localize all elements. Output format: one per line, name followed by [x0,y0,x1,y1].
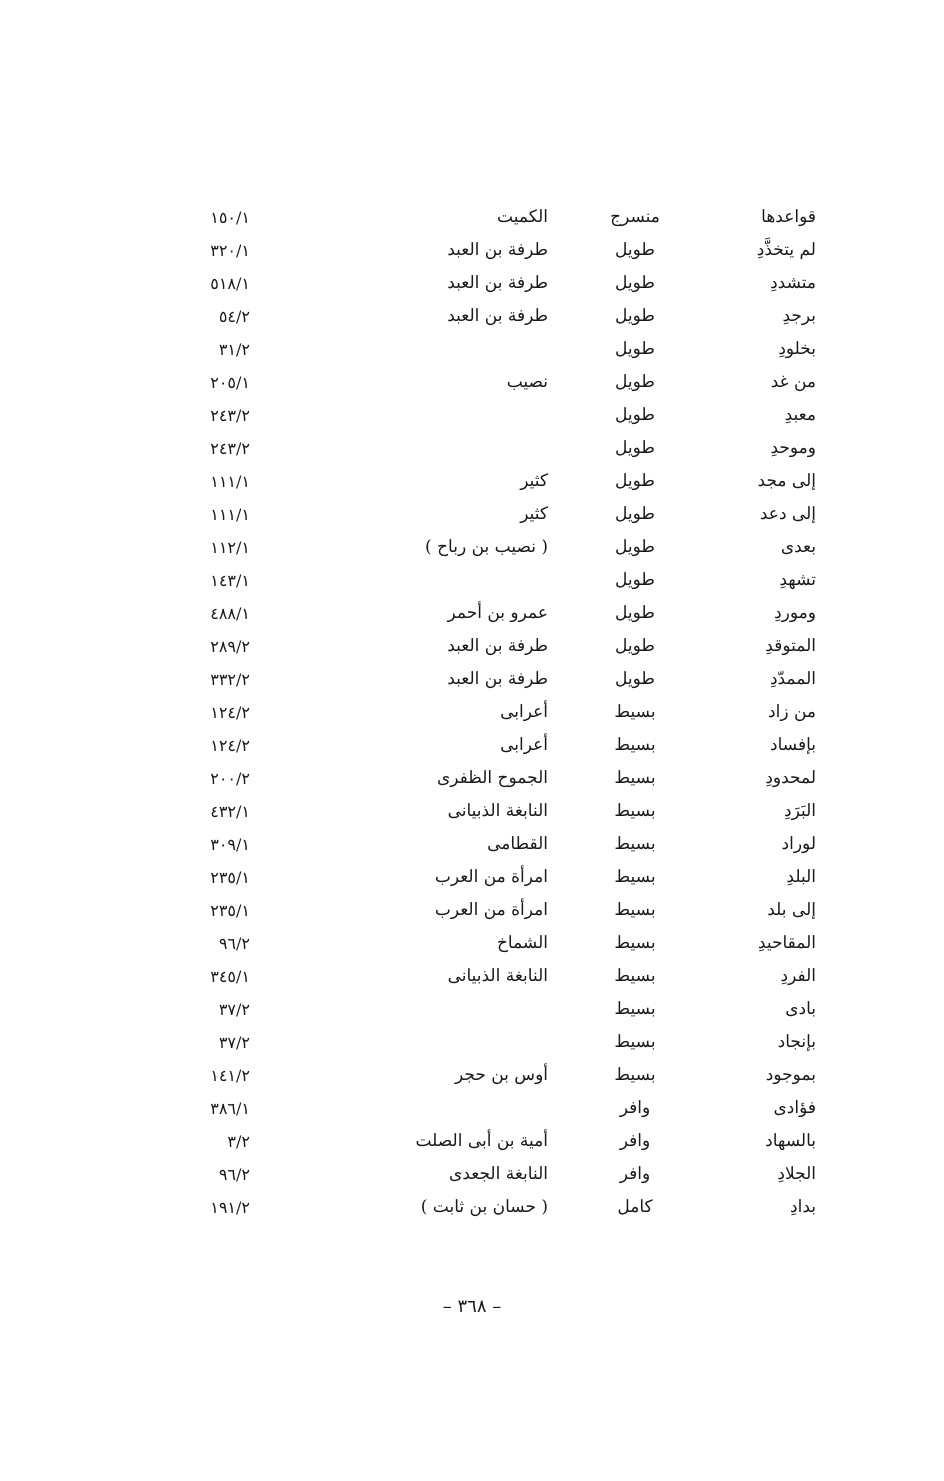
poet-cell: أعرابى [500,702,548,722]
poet-cell: القطامى [487,834,548,854]
table-row [140,762,830,795]
meter-cell: طويل [615,669,655,689]
table-row [140,663,830,696]
poet-cell: أعرابى [500,735,548,755]
meter-cell: وافر [619,1098,651,1118]
reference-cell: ٣/٢ [227,1132,250,1151]
reference-cell: ٢٠٠/٢ [210,769,250,788]
table-row [140,630,830,663]
table-row [140,366,830,399]
reference-cell: ٢٤٣/٢ [210,439,250,458]
poet-cell: عمرو بن أحمر [447,603,548,623]
table-row [140,861,830,894]
reference-cell: ٤٣٢/١ [210,802,250,821]
rhyme-cell: بدادِ [790,1197,816,1217]
rhyme-cell: لمحدودِ [765,768,816,788]
rhyme-cell: بخلودِ [778,339,816,359]
reference-cell: ٣٨٦/١ [210,1099,250,1118]
reference-cell: ١١١/١ [210,505,250,524]
meter-cell: بسيط [614,768,656,788]
table-row [140,696,830,729]
table-row [140,432,830,465]
poet-cell: الجموح الظفرى [437,768,548,788]
reference-cell: ٣٤٥/١ [210,967,250,986]
table-row [140,993,830,1026]
poet-cell: النابغة الجعدى [449,1164,548,1184]
reference-cell: ١١١/١ [210,472,250,491]
meter-cell: طويل [615,537,655,557]
poet-cell: أمية بن أبى الصلت [415,1131,548,1151]
rhyme-cell: من زاد [768,702,816,722]
table-row [140,1125,830,1158]
reference-cell: ١١٢/١ [210,538,250,557]
reference-cell: ٣٧/٢ [218,1033,250,1052]
table-row [140,465,830,498]
rhyme-cell: المتوقدِ [765,636,816,656]
table-row [140,597,830,630]
poet-cell: ( نصيب بن رباح ) [425,537,548,557]
rhyme-cell: متشددِ [770,273,816,293]
rhyme-cell: البلدِ [786,867,816,887]
poet-cell: طرفة بن العبد [447,669,548,689]
rhyme-cell: لم يتخذَّدِ [756,240,816,260]
poet-cell: الكميت [497,207,548,227]
rhyme-cell: تشهدِ [779,570,816,590]
reference-cell: ٣١/٢ [218,340,250,359]
rhyme-cell: من غد [770,372,816,392]
meter-cell: طويل [615,504,655,524]
meter-cell: طويل [615,240,655,260]
meter-cell: وافر [619,1164,651,1184]
table-row [140,1092,830,1125]
meter-cell: طويل [615,471,655,491]
reference-cell: ١٩١/٢ [210,1198,250,1217]
reference-cell: ٩٦/٢ [218,934,250,953]
rhyme-cell: بعدى [780,537,816,557]
poet-cell: الشماخ [496,933,548,953]
meter-cell: بسيط [614,735,656,755]
table-row [140,234,830,267]
meter-cell: بسيط [614,867,656,887]
rhyme-cell: لوراد [781,834,816,854]
reference-cell: ١٢٤/٢ [210,703,250,722]
rhyme-cell: بادى [785,999,816,1019]
page-number: – ٣٦٨ – [442,1296,502,1317]
rhyme-cell: البَرَدِ [784,801,816,821]
meter-cell: طويل [615,438,655,458]
reference-cell: ١٢٤/٢ [210,736,250,755]
reference-cell: ٢٨٩/٢ [210,637,250,656]
table-row [140,927,830,960]
reference-cell: ٢٣٥/١ [210,901,250,920]
meter-cell: وافر [619,1131,651,1151]
meter-cell: طويل [615,636,655,656]
rhyme-cell: وموحدِ [770,438,816,458]
poet-cell: أوس بن حجر [454,1065,548,1085]
poet-cell: امرأة من العرب [434,900,548,920]
poet-cell: طرفة بن العبد [447,636,548,656]
rhyme-cell: بالسهاد [765,1131,816,1151]
poet-cell: طرفة بن العبد [447,273,548,293]
poet-cell: طرفة بن العبد [447,240,548,260]
rhyme-cell: إلى دعد [759,504,816,524]
poet-cell: امرأة من العرب [434,867,548,887]
meter-cell: بسيط [614,999,656,1019]
meter-cell: طويل [615,339,655,359]
rhyme-cell: بإنجاد [777,1032,816,1052]
table-row [140,531,830,564]
rhyme-cell: الفردِ [780,966,816,986]
table-row [140,1026,830,1059]
meter-cell: طويل [615,372,655,392]
rhyme-cell: الممدّدِ [769,669,816,689]
meter-cell: طويل [615,306,655,326]
poet-cell: ( حسان بن ثابت ) [420,1197,548,1217]
meter-cell: بسيط [614,966,656,986]
table-row [140,1191,830,1224]
table-row [140,1158,830,1191]
reference-cell: ٣٧/٢ [218,1000,250,1019]
reference-cell: ٤٨٨/١ [210,604,250,623]
table-row [140,1059,830,1092]
poet-cell: طرفة بن العبد [447,306,548,326]
rhyme-cell: فؤادى [773,1098,816,1118]
meter-cell: بسيط [614,702,656,722]
table-row [140,894,830,927]
reference-cell: ٥٤/٢ [218,307,250,326]
poet-cell: النابغة الذبيانى [447,801,548,821]
reference-cell: ٢٠٥/١ [210,373,250,392]
meter-cell: بسيط [614,1032,656,1052]
reference-cell: ٢٤٣/٢ [210,406,250,425]
poet-cell: نصيب [506,372,548,392]
rhyme-cell: إلى بلد [767,900,816,920]
table-row [140,795,830,828]
rhyme-cell: معبدِ [784,405,816,425]
table-row [140,333,830,366]
table-row [140,201,830,234]
rhyme-cell: بموجود [765,1065,816,1085]
table-row [140,828,830,861]
rhyme-cell: بإفساد [770,735,816,755]
rhyme-cell: قواعدها [761,207,816,227]
meter-cell: بسيط [614,933,656,953]
reference-cell: ٣٢٠/١ [210,241,250,260]
reference-cell: ١٤١/٢ [210,1066,250,1085]
reference-cell: ٥١٨/١ [210,274,250,293]
table-row [140,729,830,762]
table-row [140,960,830,993]
reference-cell: ١٥٠/١ [210,208,250,227]
poet-cell: كثير [520,504,548,524]
reference-cell: ٢٣٥/١ [210,868,250,887]
reference-cell: ١٤٣/١ [210,571,250,590]
rhyme-cell: برجدِ [782,306,816,326]
table-row [140,300,830,333]
rhyme-cell: إلى مجد [757,471,816,491]
meter-cell: كامل [617,1197,653,1217]
meter-cell: بسيط [614,1065,656,1085]
meter-cell: طويل [615,273,655,293]
reference-cell: ٣٠٩/١ [210,835,250,854]
reference-cell: ٩٦/٢ [218,1165,250,1184]
reference-cell: ٣٣٢/٢ [210,670,250,689]
meter-cell: طويل [615,405,655,425]
poet-cell: النابغة الذبيانى [447,966,548,986]
rhyme-cell: المقاحيدِ [757,933,816,953]
meter-cell: بسيط [614,801,656,821]
rhyme-cell: الجلادِ [777,1164,816,1184]
meter-cell: بسيط [614,834,656,854]
poet-cell: كثير [520,471,548,491]
table-row [140,399,830,432]
meter-cell: منسرج [610,207,660,227]
table-row [140,498,830,531]
meter-cell: طويل [615,570,655,590]
table-row [140,267,830,300]
table-row [140,564,830,597]
meter-cell: بسيط [614,900,656,920]
rhyme-cell: وموردِ [774,603,816,623]
meter-cell: طويل [615,603,655,623]
verse-index-table [140,201,830,1224]
